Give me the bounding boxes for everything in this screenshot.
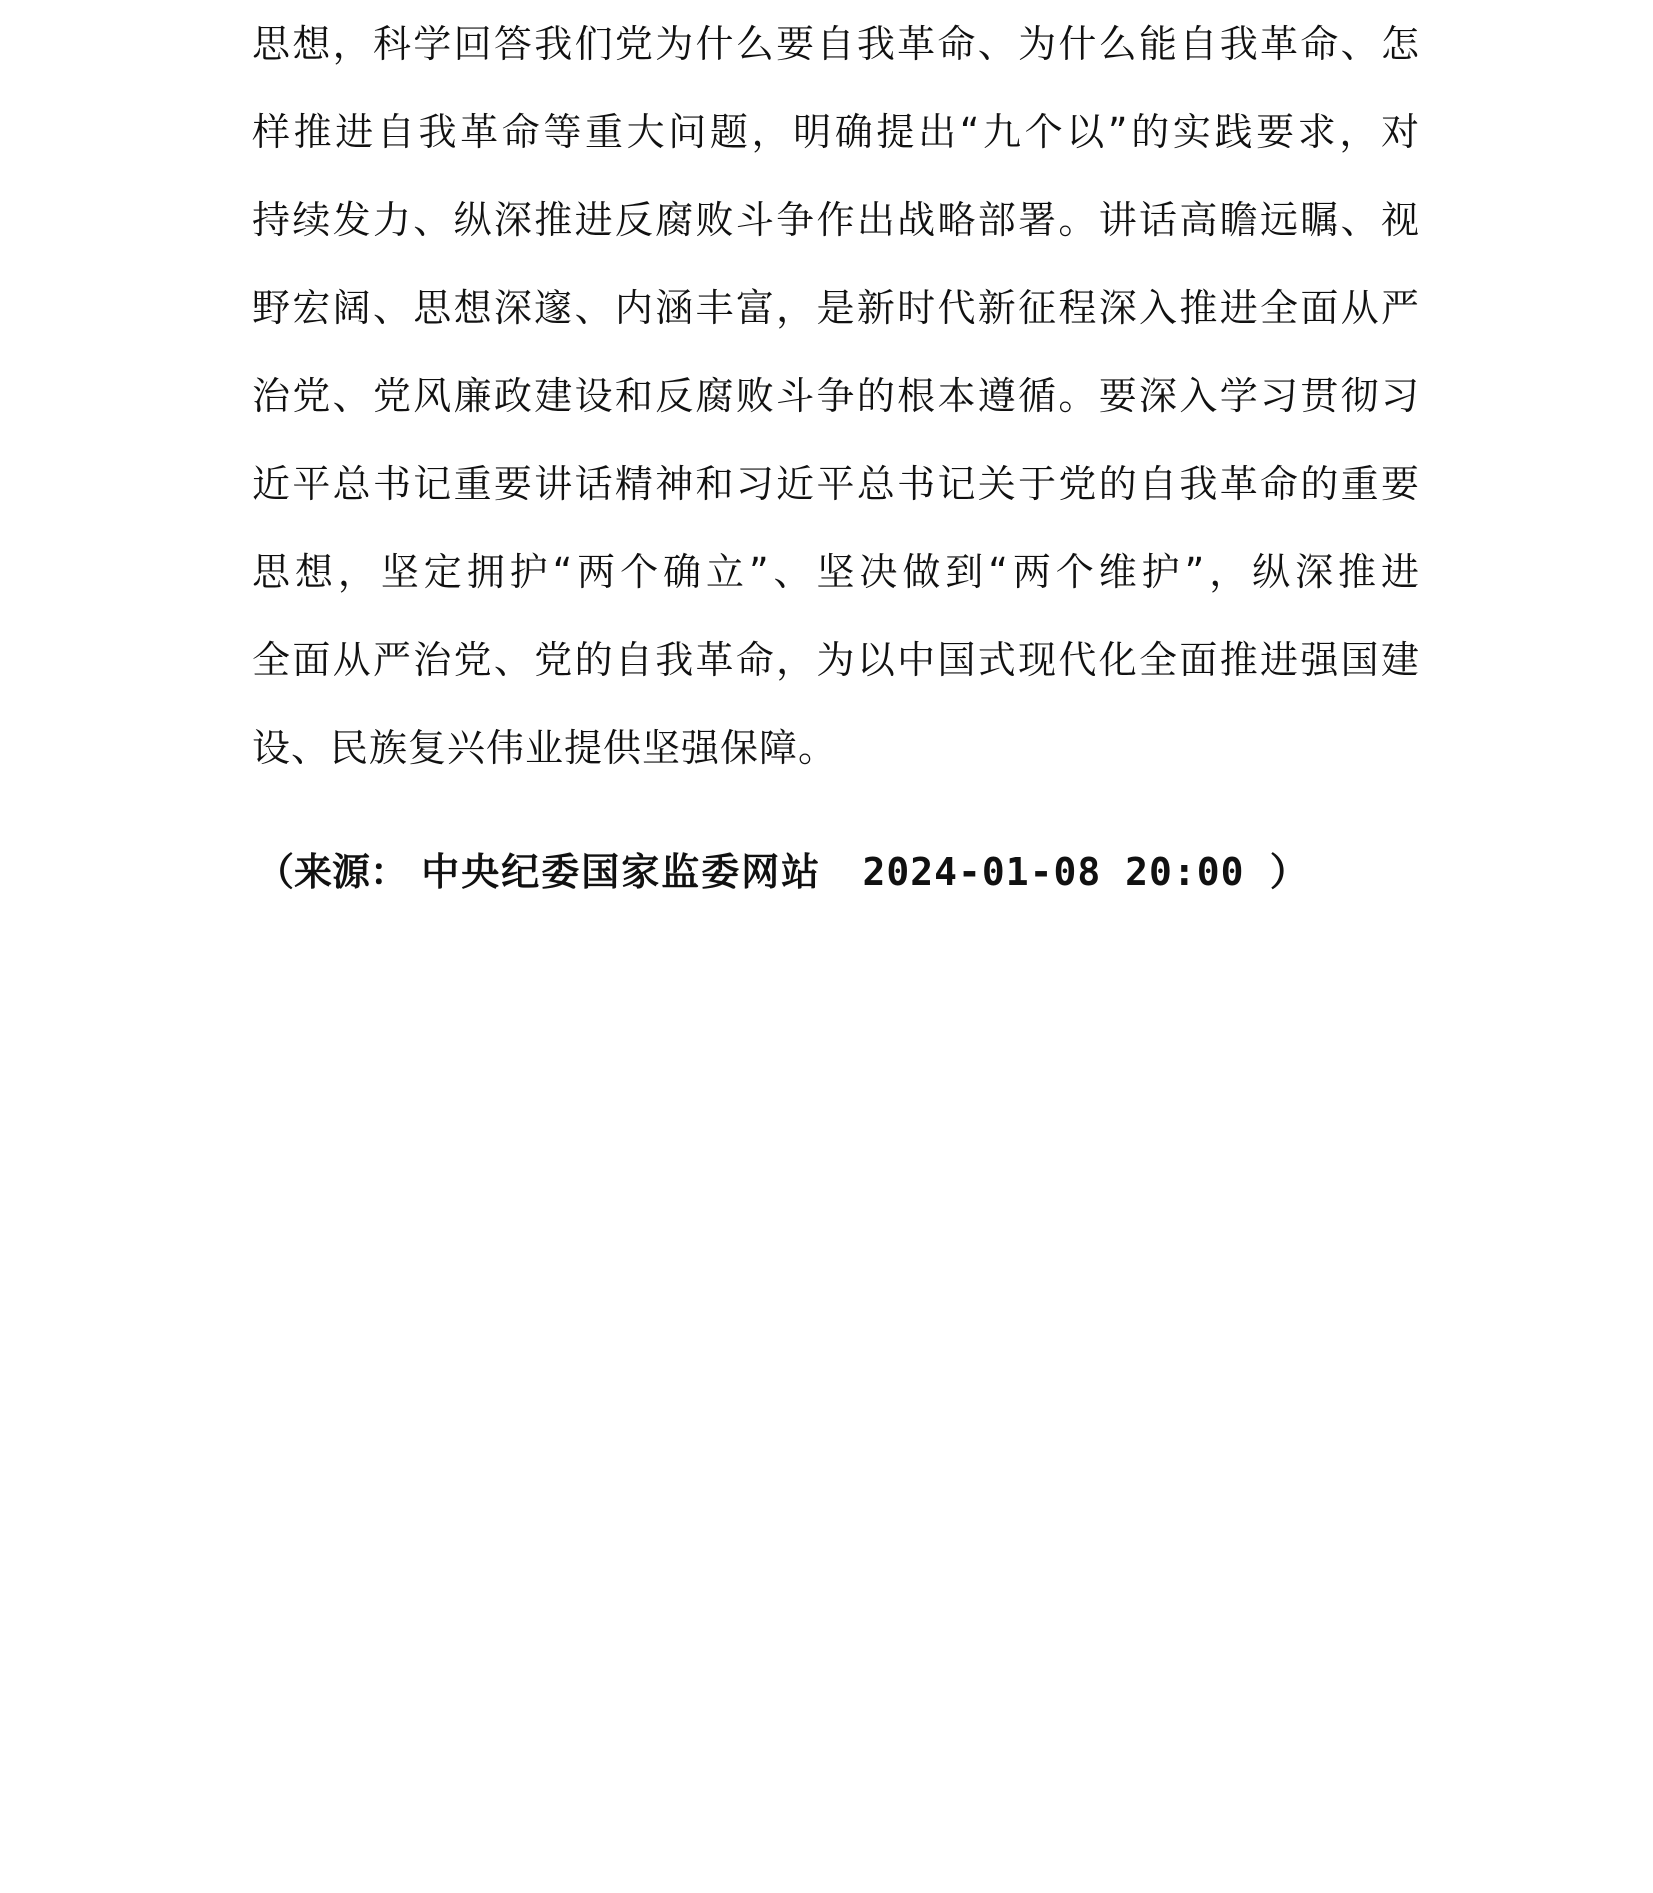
source-name: 中央纪委国家监委网站 [421,849,822,894]
source-datetime: 2024-01-08 20:00 [862,850,1245,894]
body-line-6: 近平总书记重要讲话精神和习近平总书记关于党的自我革命的重要 [252,462,1420,506]
body-line-4: 野宏阔、思想深邃、内涵丰富，是新时代新征程深入推进全面从严 [252,286,1420,330]
source-attribution [256,832,1416,912]
body-line-1: 思想，科学回答我们党为什么要自我革命、为什么能自我革命、怎 [252,22,1420,66]
body-line-9: 设、民族复兴伟业提供坚强保障。 [252,726,838,770]
body-line-8: 全面从严治党、党的自我革命，为以中国式现代化全面推进强国建 [252,638,1420,682]
body-line-5: 治党、党风廉政建设和反腐败斗争的根本遵循。要深入学习贯彻习 [252,374,1420,418]
source-suffix: ） [1269,849,1308,894]
article-body [252,0,1420,792]
body-line-7: 思想，坚定拥护“两个确立”、坚决做到“两个维护”，纵深推进 [252,550,1420,594]
body-line-3: 持续发力、纵深推进反腐败斗争作出战略部署。讲话高瞻远瞩、视 [252,198,1420,242]
body-line-2: 样推进自我革命等重大问题，明确提出“九个以”的实践要求，对 [252,110,1420,154]
source-prefix: （来源： [256,849,409,894]
